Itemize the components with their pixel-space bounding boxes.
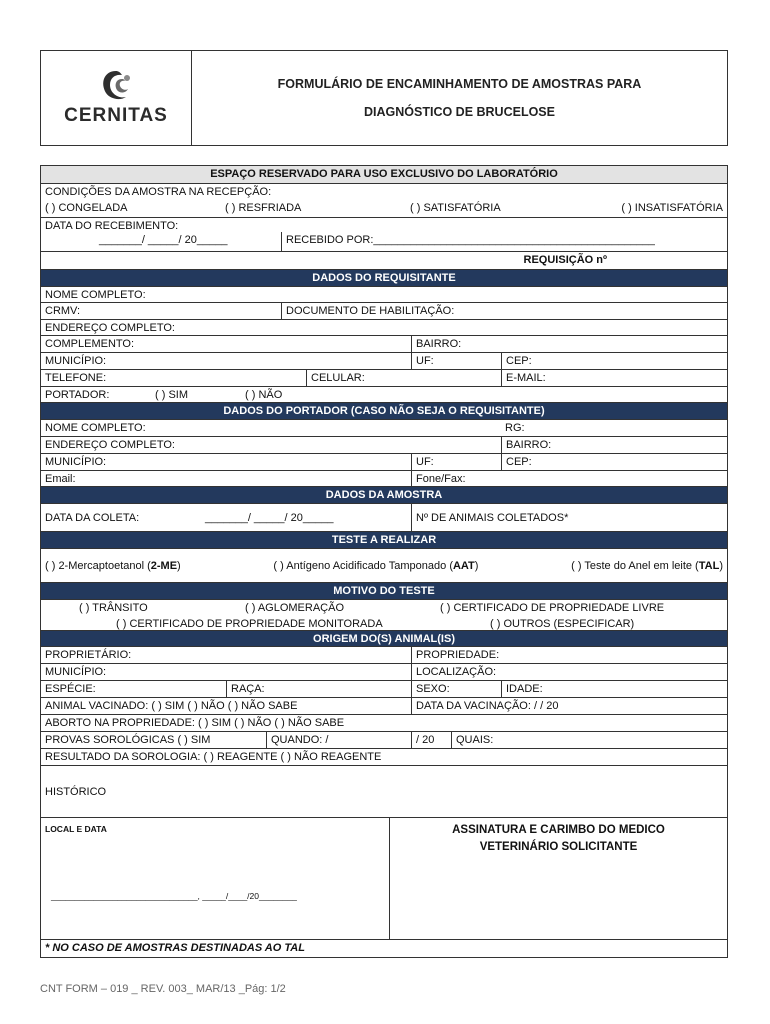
origin-heading: ORIGEM DO(S) ANIMAL(IS)	[41, 631, 727, 647]
place-date-label: LOCAL E DATA	[45, 824, 107, 834]
species-field[interactable]: ESPÉCIE:	[45, 683, 96, 695]
motive-heading: MOTIVO DO TESTE	[41, 583, 727, 600]
carrier-no-option[interactable]: ( ) NÃO	[245, 389, 283, 401]
complement-field[interactable]: COMPLEMENTO:	[45, 338, 135, 350]
requester-name-field[interactable]: NOME COMPLETO:	[45, 289, 146, 301]
form-footer: CNT FORM – 019 _ REV. 003_ MAR/13 _Pág: 1/2	[40, 983, 286, 995]
title-line-2: DIAGNÓSTICO DE BRUCELOSE	[364, 105, 555, 119]
receipt-date-label-row	[41, 218, 727, 232]
location-field[interactable]: LOCALIZAÇÃO:	[411, 664, 727, 680]
history-row	[41, 766, 727, 818]
requester-district-field[interactable]: BAIRRO:	[411, 336, 727, 352]
test-option-2me[interactable]	[41, 558, 185, 574]
carrier-email-field[interactable]: Email:	[45, 473, 76, 485]
carrier-name-field[interactable]: NOME COMPLETO:	[45, 422, 146, 434]
received-by-field[interactable]: RECEBIDO POR:______________________________________________	[281, 232, 727, 251]
signature-label-1: ASSINATURA E CARIMBO DO MEDICO	[452, 824, 665, 836]
requester-name-row	[41, 287, 727, 303]
breed-field[interactable]: RAÇA:	[226, 681, 411, 697]
carrier-flag-row	[41, 387, 727, 403]
serology-year-field[interactable]: / 20	[411, 732, 451, 748]
mobile-field[interactable]: CELULAR:	[306, 370, 501, 386]
requester-address-row	[41, 320, 727, 336]
requester-contact-row	[41, 370, 727, 387]
carrier-city-row	[41, 454, 727, 471]
receipt-date-field[interactable]: _______/ _____/ 20_____	[99, 234, 228, 246]
test-aat-close: )	[474, 559, 479, 572]
test-2me-label: ( ) 2-Mercaptoetanol (	[45, 559, 151, 572]
motive-options-row-2	[41, 616, 727, 631]
carrier-contact-row	[41, 471, 727, 487]
requester-email-field[interactable]: E-MAIL:	[501, 370, 727, 386]
logo-text: CERNITAS	[64, 105, 168, 126]
form-table	[40, 165, 728, 958]
option-satisfatoria[interactable]: ( ) SATISFATÓRIA	[410, 202, 501, 214]
age-field[interactable]: IDADE:	[501, 681, 727, 697]
requester-complement-row	[41, 336, 727, 353]
phone-field[interactable]: TELEFONE:	[45, 372, 107, 384]
signature-box[interactable]	[390, 818, 727, 939]
motive-monitored-property[interactable]: ( ) CERTIFICADO DE PROPRIEDADE MONITORADA	[116, 618, 383, 630]
motive-agglomeration[interactable]: ( ) AGLOMERAÇÃO	[245, 602, 345, 614]
test-2me-close: )	[177, 559, 181, 572]
carrier-district-field[interactable]: BAIRRO:	[501, 437, 727, 453]
serology-which-field[interactable]: QUAIS:	[451, 732, 727, 748]
conditions-label: CONDIÇÕES DA AMOSTRA NA RECEPÇÃO:	[45, 186, 272, 198]
requester-city-row	[41, 353, 727, 370]
requester-crmv-row	[41, 303, 727, 320]
test-tal-label: ( ) Teste do Anel em leite (	[571, 559, 699, 572]
carrier-heading: DADOS DO PORTADOR (CASO NÃO SEJA O REQUISITANTE)	[41, 403, 727, 420]
requisition-row	[41, 252, 727, 270]
serology-row	[41, 732, 727, 749]
place-date-field[interactable]: _______________________________, _____/____/20________	[51, 891, 297, 901]
signature-block	[41, 818, 727, 940]
crmv-field[interactable]: CRMV:	[45, 305, 81, 317]
option-congelada[interactable]: ( ) CONGELADA	[45, 202, 128, 214]
requester-cep-field[interactable]: CEP:	[501, 353, 727, 369]
test-option-aat[interactable]	[269, 558, 482, 574]
animal-count-field[interactable]: Nº DE ANIMAIS COLETADOS*	[411, 504, 727, 532]
receipt-date-row	[41, 232, 727, 252]
carrier-address-row	[41, 437, 727, 454]
carrier-rg-field[interactable]: RG:	[505, 422, 525, 434]
sex-field[interactable]: SEXO:	[411, 681, 501, 697]
license-document-field[interactable]: DOCUMENTO DE HABILITAÇÃO:	[281, 303, 727, 319]
test-options	[41, 549, 727, 583]
origin-owner-row	[41, 647, 727, 664]
serology-result-row	[41, 749, 727, 766]
test-tal-close: )	[719, 559, 723, 572]
requisition-number-label: REQUISIÇÃO nº	[523, 254, 607, 266]
form-header	[40, 50, 728, 146]
owner-field[interactable]: PROPRIETÁRIO:	[45, 649, 132, 661]
test-option-tal[interactable]	[567, 558, 727, 574]
carrier-city-field[interactable]: MUNICÍPIO:	[45, 456, 107, 468]
history-field[interactable]: HISTÓRICO	[45, 785, 107, 798]
abortion-row	[41, 715, 727, 732]
tal-note: * NO CASO DE AMOSTRAS DESTINADAS AO TAL	[45, 942, 305, 954]
collection-date-label: DATA DA COLETA:	[45, 511, 140, 524]
carrier-name-row	[41, 420, 727, 437]
carrier-fax-field[interactable]: Fone/Fax:	[411, 471, 727, 486]
vaccination-date-field[interactable]: DATA DA VACINAÇÃO: / / 20	[411, 698, 727, 714]
test-2me-code: 2-ME	[150, 559, 178, 572]
motive-options-row-1	[41, 600, 727, 616]
signature-label-2: VETERINÁRIO SOLICITANTE	[479, 841, 638, 853]
requester-heading: DADOS DO REQUISITANTE	[41, 270, 727, 287]
cernitas-logo-icon	[96, 69, 136, 103]
test-aat-code: AAT	[452, 559, 475, 572]
abortion-options[interactable]: ABORTO NA PROPRIEDADE: ( ) SIM ( ) NÃO ( ) NÃO SABE	[45, 717, 345, 729]
collection-date-field[interactable]: _______/ _____/ 20_____	[205, 511, 334, 524]
property-field[interactable]: PROPRIEDADE:	[411, 647, 727, 663]
test-aat-label: ( ) Antígeno Acidificado Tamponado (	[273, 559, 453, 572]
tal-note-row	[41, 940, 727, 957]
place-date-box	[41, 818, 390, 939]
carrier-flag-label: PORTADOR:	[45, 389, 110, 401]
receipt-date-label: DATA DO RECEBIMENTO:	[45, 220, 179, 232]
carrier-uf-field[interactable]: UF:	[411, 454, 501, 470]
motive-transit[interactable]: ( ) TRÂNSITO	[79, 602, 148, 614]
option-insatisfatoria[interactable]: ( ) INSATISFATÓRIA	[621, 202, 723, 214]
carrier-yes-option[interactable]: ( ) SIM	[155, 389, 188, 401]
option-resfriada[interactable]: ( ) RESFRIADA	[225, 202, 302, 214]
sample-row	[41, 504, 727, 532]
logo-block	[41, 51, 192, 145]
lab-section-heading: ESPAÇO RESERVADO PARA USO EXCLUSIVO DO LABORATÓRIO	[41, 166, 727, 184]
conditions-options	[41, 200, 727, 218]
motive-free-property[interactable]: ( ) CERTIFICADO DE PROPRIEDADE LIVRE	[440, 602, 665, 614]
test-tal-code: TAL	[698, 559, 720, 572]
motive-other[interactable]: ( ) OUTROS (ESPECIFICAR)	[490, 618, 635, 630]
origin-city-row	[41, 664, 727, 681]
serology-yes-option[interactable]: PROVAS SOROLÓGICAS ( ) SIM	[45, 734, 211, 746]
requester-uf-field[interactable]: UF:	[411, 353, 501, 369]
serology-result-options[interactable]: RESULTADO DA SOROLOGIA: ( ) REAGENTE ( ) NÃO REAGENTE	[45, 751, 382, 763]
vaccination-row	[41, 698, 727, 715]
form-title	[192, 51, 727, 145]
conditions-label-row	[41, 184, 727, 200]
origin-city-field[interactable]: MUNICÍPIO:	[45, 666, 107, 678]
origin-species-row	[41, 681, 727, 698]
serology-when-field[interactable]: QUANDO: /	[266, 732, 411, 748]
carrier-address-field[interactable]: ENDEREÇO COMPLETO:	[45, 439, 175, 451]
requester-address-field[interactable]: ENDEREÇO COMPLETO:	[45, 322, 175, 334]
test-heading: TESTE A REALIZAR	[41, 532, 727, 549]
vaccinated-options[interactable]: ANIMAL VACINADO: ( ) SIM ( ) NÃO ( ) NÃO SABE	[45, 700, 298, 712]
title-line-1: FORMULÁRIO DE ENCAMINHAMENTO DE AMOSTRAS PARA	[277, 77, 642, 91]
carrier-cep-field[interactable]: CEP:	[501, 454, 727, 470]
requester-city-field[interactable]: MUNICÍPIO:	[45, 355, 107, 367]
sample-heading: DADOS DA AMOSTRA	[41, 487, 727, 504]
